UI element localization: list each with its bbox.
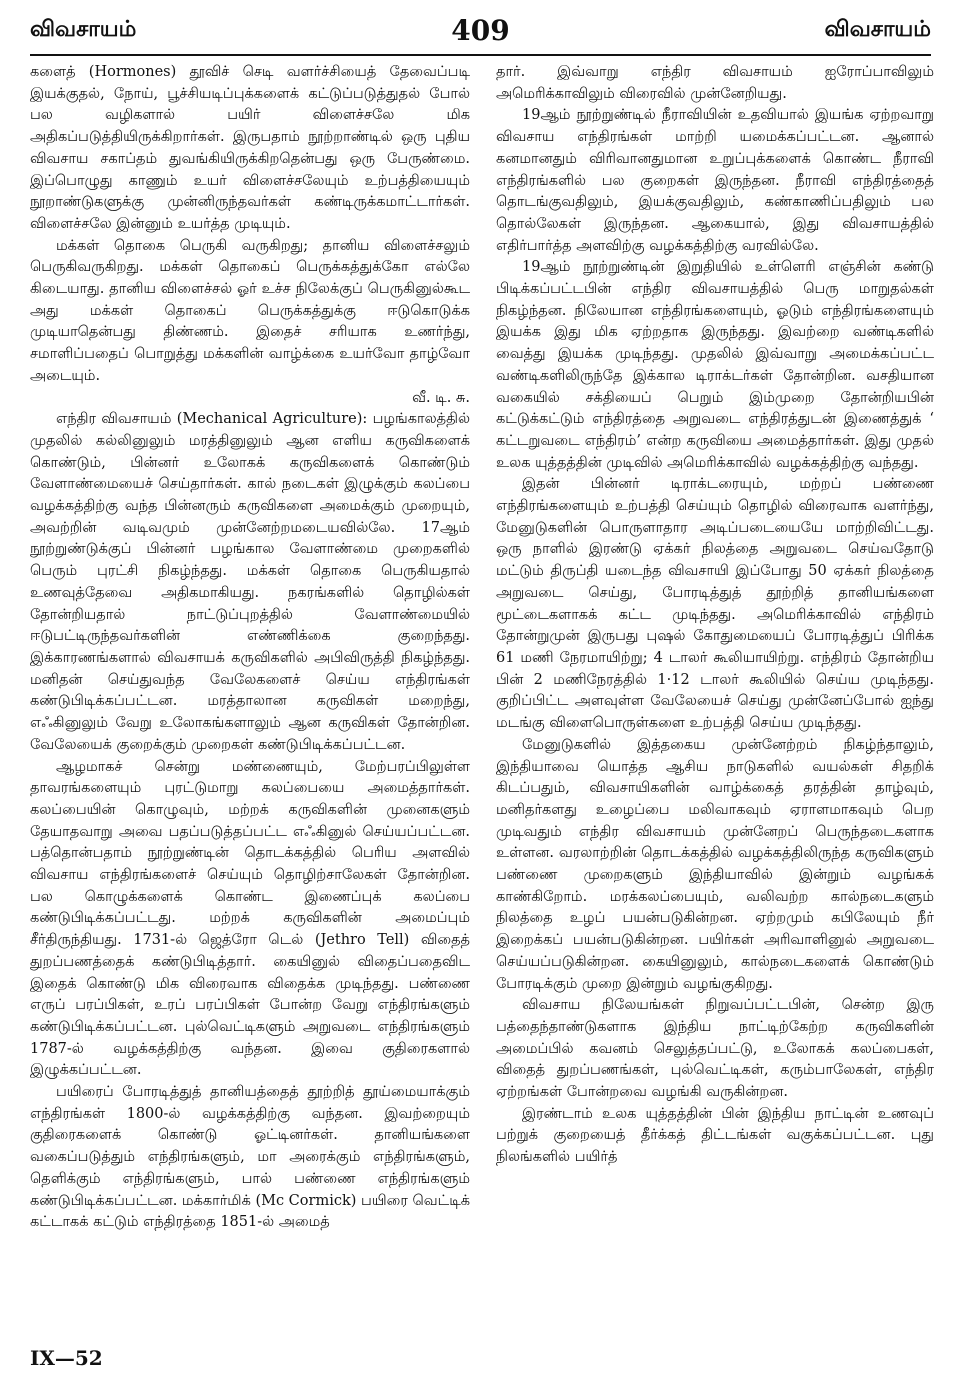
- running-head-left: விவசாயம்: [30, 16, 137, 42]
- volume-page-footer: IX—52: [30, 1346, 103, 1370]
- page-number: 409: [451, 14, 510, 47]
- left-column: [30, 62, 470, 1337]
- paragraph: தார். இவ்வாறு எந்திர விவசாயம் ஐரோப்பாவிலும் அமெரிக்காவிலும் விரைவில் முன்னேறியது.: [496, 64, 934, 102]
- running-head-right: விவசாயம்: [824, 16, 931, 42]
- paragraph: மக்கள் தொகை பெருகி வருகிறது; தானிய விளைச்சலும் பெருகிவருகிறது. மக்கள் தொகைப் பெருக்கத்துக்கோ எல்லே கிடையாது. தானிய விளைச்சல் ஓர் உச்ச நிலேக்குப் பெருகினுல்கூட அது மக்கள் தொகைப் பெருக்கத்துக்கு ஈடுகொடுக்க முடியாதென்பது திண்ணம். இதைச் சரியாக உணர்ந்து, சமாளிப்பதைப் பொறுத்து மக்களின் வாழ்க்கை உயர்வோ தாழ்வோ அடையும்.: [30, 237, 470, 384]
- paragraph: ஆழமாகச் சென்று மண்ணையும், மேற்பரப்பிலுள்ள தாவரங்களையும் புரட்டுமாறு கலப்பையை அமைத்தார்கள். கலப்பையின் கொழுவும், மற்றக் கருவிகளின் முனைகளும் தேயாதவாறு அவை பதப்படுத்தப்பட்ட எஃகினுல் செய்யப்பட்டன. பத்தொன்பதாம் நூற்றுண்டின் தொடக்கத்தில் பெரிய அளவில் விவசாய எந்திரங்களைச் செய்யும் தொழிற்சாலேகள் தோன்றின. பல கொழுக்களைக் கொண்ட இணைப்புக் கலப்பை கண்டுபிடிக்கப்பட்டது. மற்றக் கருவிகளின் அமைப்பும் சீர்திருந்தியது. 1731-ல் ஜெத்ரோ டெல் (Jethro Tell) விதைத் துறப்பணத்தைக் கண்டுபிடித்தார். கையினுல் விதைப்பதைவிட இதைக் கொண்டு மிக விரைவாக விதைக்க முடிந்தது. பண்ணை எருப் பரப்பிகள், உரப் பரப்பிகள் போன்ற வேறு எந்திரங்களும் கண்டுபிடிக்கப்பட்டன. புல்வெட்டிகளும் அறுவடை எந்திரங்களும் 1787-ல் வழக்கத்திற்கு வந்தன. இவை குதிரைகளால் இழுக்கப்பட்டன.: [30, 758, 470, 1079]
- paragraph: மேனுடுகளில் இத்தகைய முன்னேற்றம் நிகழ்ந்தாலும், இந்தியாவை யொத்த ஆசிய நாடுகளில் வயல்கள் சிதறிக் கிடப்பதும், விவசாயிகளின் வாழ்க்கைத் தரத்தின் தாழ்வும், மனிதர்களது உழைப்பை மலிவாகவும் ஏராளமாகவும் பெற முடிவதும் எந்திர விவசாயம் முன்னேறப் பெருந்தடைகளாக உள்ளன. வரலாற்றின் தொடக்கத்தில் வழக்கத்திலிருந்த கருவிகளும் பண்ணை முறைகளும் இந்தியாவில் இன்றும் வழங்கக் காண்கிறோம். மரக்கலப்பையும், வலிவற்ற கால்நடைகளும் நிலத்தை உழப் பயன்படுகின்றன. ஏற்றமும் கபிலேயும் நீர் இறைக்கப் பயன்படுகின்றன. பயிர்கள் அரிவாளினுல் அறுவடை செய்யப்படுகின்றன. கையினுலும், கால்நடைகளைக் கொண்டும் போரடிக்கும் முறை இன்றும் வழங்குகிறது.: [496, 736, 934, 992]
- paragraph: எந்திர விவசாயம் (Mechanical Agriculture): பழங்காலத்தில் முதலில் கல்லினுலும் மரத்தினுலும் ஆன எளிய கருவிகளைக் கொண்டும், பின்னர் உலோகக் கருவிகளைக் கொண்டும் வேளாண்மையைச் செய்தார்கள். கால் நடைகள் இழுக்கும் கலப்பை வழக்கத்திற்கு வந்த பின்னரும் கருவிகளை அமைக்கும் முறையும், அவற்றின் வடிவமும் முன்னேற்றமடையவில்லே. 17ஆம் நூற்றுண்டுக்குப் பின்னர் பழங்கால வேளாண்மை முறைகளில் பெரும் புரட்சி நிகழ்ந்தது. மக்கள் தொகை பெருகியதால் உணவுத்தேவை அதிகமாகியது. நகரங்களில் தொழில்கள் தோன்றியதால் நாட்டுப்புறத்தில் வேளாண்மையில் ஈடுபட்டிருந்தவர்களின் எண்ணிக்கை குறைந்தது. இக்காரணங்களால் விவசாயக் கருவிகளில் அபிவிருத்தி நிகழ்ந்தது. மனிதன் செய்துவந்த வேலேகளைச் செய்ய எந்திரங்கள் கண்டுபிடிக்கப்பட்டன. மரத்தாலான கருவிகள் மறைந்து, எஃகினுலும் வேறு உலோகங்களாலும் ஆன கருவிகள் தோன்றின. வேலேயைக் குறைக்கும் முறைகள் கண்டுபிடிக்கப்பட்டன.: [30, 411, 470, 753]
- right-column: [496, 62, 934, 1337]
- paragraph: 19ஆம் நூற்றுண்டின் இறுதியில் உள்ளெரி எஞ்சின் கண்டு பிடிக்கப்பட்டபின் எந்திர விவசாயத்தில் பெரு மாறுதல்கள் நிகழ்ந்தன. நிலேயான எந்திரங்களையும், ஓடும் எந்திரங்களையும் இயக்க இது மிக ஏற்றதாக இருந்தது. இவற்றை வண்டிகளில் வைத்து இயக்க முடிந்தது. முதலில் இவ்வாறு அமைக்கப்பட்ட வண்டிகளிலிருந்தே இக்கால டிராக்டர்கள் தோன்றின. வசதியான வகையில் சக்தியைப் பெறும் இம்முறை தோன்றியபின் கட்டுக்கட்டும் எந்திரத்தை அறுவடை எந்திரத்துடன் இணைத்துக் ‘ கட்டறுவடை எந்திரம்’ என்ற கருவியை அமைத்தார்கள். இது முதல் உலக யுத்தத்தின் முடிவில் அமெரிக்காவில் வழக்கத்திற்கு வந்தது.: [496, 259, 934, 471]
- paragraph: இரண்டாம் உலக யுத்தத்தின் பின் இந்திய நாட்டின் உணவுப் பற்றுக் குறையைத் தீர்க்கத் திட்டங்கள் வகுக்கப்பட்டன. புது நிலங்களில் பயிர்த்: [496, 1105, 934, 1166]
- paragraph: பயிரைப் போரடித்துத் தானியத்தைத் தூற்றித் தூய்மையாக்கும் எந்திரங்கள் 1800-ல் வழக்கத்திற்கு வந்தன. இவற்றையும் குதிரைகளைக் கொண்டு ஓட்டினர்கள். தானியங்களை வகைப்படுத்தும் எந்திரங்களும், மா அரைக்கும் எந்திரங்களும், தெளிக்கும் எந்திரங்களும், பால் பண்ணை எந்திரங்களும் கண்டுபிடிக்கப்பட்டன. மக்கார்மிக் (Mc Cormick) பயிரை வெட்டிக் கட்டாகக் கட்டும் எந்திரத்தை 1851-ல் அமைத்: [30, 1084, 470, 1231]
- author-initials: வீ. டி. சு.: [412, 389, 470, 406]
- paragraph: இதன் பின்னர் டிராக்டரையும், மற்றப் பண்ணை எந்திரங்களையும் உற்பத்தி செய்யும் தொழில் விரைவாக வளர்ந்து, மேனுடுகளின் பொருளாதார அடிப்படையையே மாற்றிவிட்டது. ஒரு நாளில் இரண்டு ஏக்கர் நிலத்தை அறுவடை செய்வதோடு மட்டும் திருப்தி யடைந்த விவசாயி இப்போது 50 ஏக்கர் நிலத்தை அறுவடை செய்து, போரடித்துத் தூற்றித் தானியங்களை மூட்டைகளாகக் கட்ட முடிந்தது. அமெரிக்காவில் எந்திரம் தோன்றுமுன் இருபது புஷல் கோதுமையைப் போரடித்துப் பிரிக்க 61 மணி நேரமாயிற்று; 4 டாலர் கூலியாயிற்று. எந்திரம் தோன்றிய பின் 2 மணிநேரத்தில் 1·12 டாலர் கூலியில் செய்ய முடிந்தது. குறிப்பிட்ட அளவுள்ள வேலேயைச் செய்து முன்னேப்போல் ஐந்து மடங்கு விளைபொருள்களை உற்பத்தி செய்ய முடிந்தது.: [496, 476, 934, 732]
- paragraph: விவசாய நிலேயங்கள் நிறுவப்பட்டபின், சென்ற இரு பத்தைந்தாண்டுகளாக இந்திய நாட்டிற்கேற்ற கருவிகளின் அமைப்பில் கவனம் செலுத்தப்பட்டு, உலோகக் கலப்பைகள், விதைத் துறப்பணங்கள், புல்வெட்டிகள், கரும்பாலேகள், எந்திர ஏற்றங்கள் போன்றவை வழங்கி வருகின்றன.: [496, 997, 934, 1101]
- page-header: [30, 14, 931, 56]
- paragraph: 19ஆம் நூற்றுண்டில் நீராவியின் உதவியால் இயங்க ஏற்றவாறு விவசாய எந்திரங்கள் மாற்றி யமைக்கப்பட்டன. ஆனால் கனமானதும் விரிவானதுமான உறுப்புக்களைக் கொண்ட நீராவி எந்திரங்களில் பல குறைகள் இருந்தன. நீராவி எந்திரத்தைத் தொடங்குவதிலும், இயக்குவதிலும், கண்காணிப்பதிலும் பல தொல்லேகள் இருந்தன. ஆகையால், இது விவசாயத்தில் எதிர்பார்த்த அளவிற்கு வழக்கத்திற்கு வரவில்லே.: [496, 107, 934, 254]
- paragraph: களைத் (Hormones) தூவிச் செடி வளர்ச்சியைத் தேவைப்படி இயக்குதல், நோய், பூச்சியடிப்புக்களைக் கட்டுப்படுத்துதல் போல் பல வழிகளால் பயிர் விளைச்சலே மிக அதிகப்படுத்தியிருக்கிறார்கள். இருபதாம் நூற்றாண்டில் ஒரு புதிய விவசாய சகாப்தம் துவங்கியிருக்கிறதென்பது ஒரு பேருண்மை. இப்பொழுது காணும் உயர் விளைச்சலேயும் உற்பத்தியையும் நூறாண்டுகளுக்கு முன்னிருந்தவர்கள் கண்டிருக்கமாட்டார்கள். விளைச்சலே இன்னும் உயர்த்த முடியும்.: [30, 64, 470, 232]
